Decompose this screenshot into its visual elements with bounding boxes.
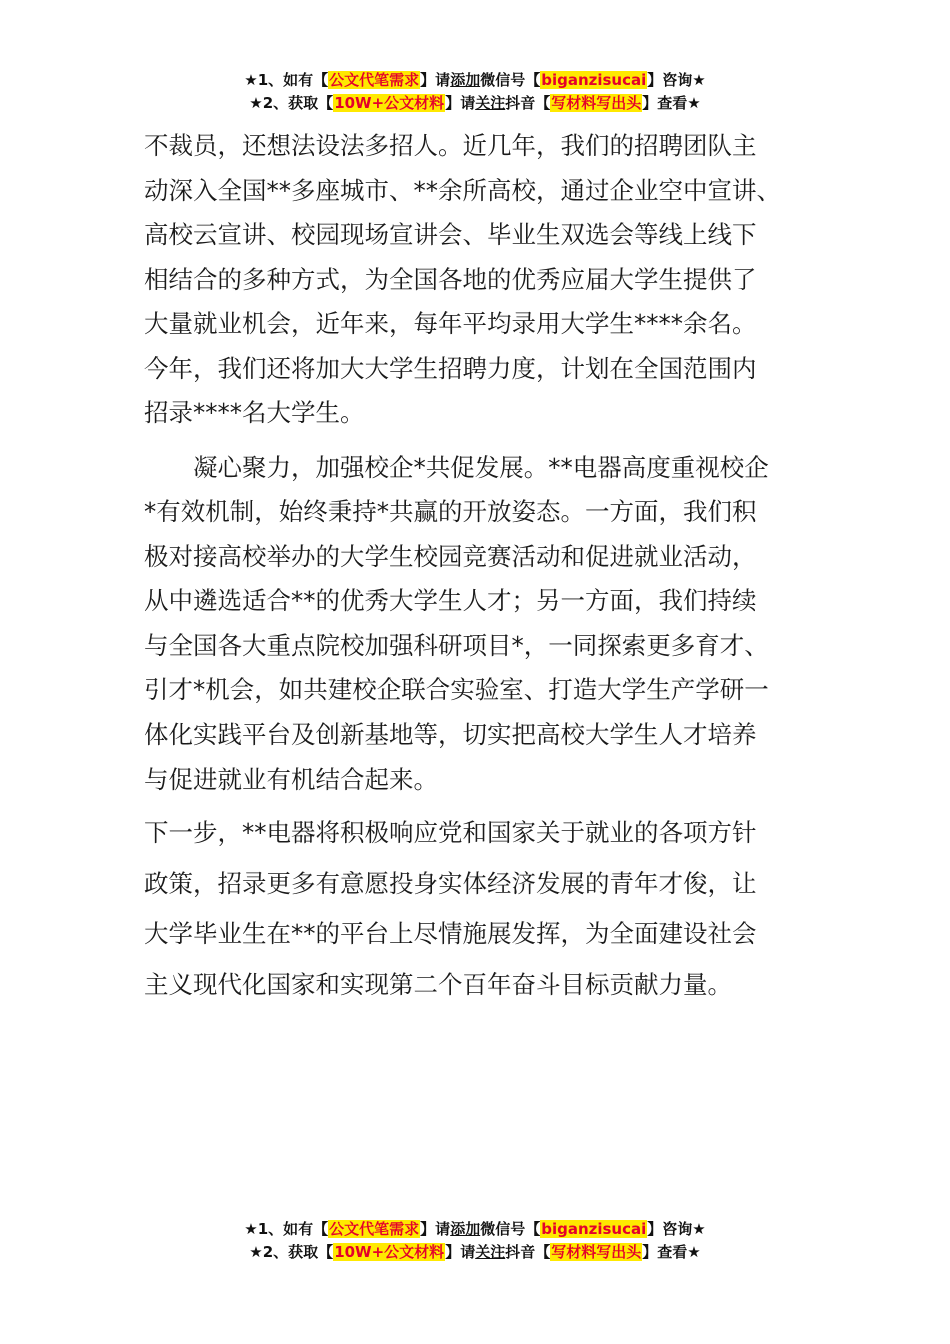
paragraph-1	[144, 124, 844, 436]
banner-text: 】请	[420, 71, 451, 89]
banner-text: ★1、如有【	[244, 1220, 329, 1238]
banner-text: 】查看★	[642, 1243, 701, 1261]
banner-douyin-name: 写材料写出头	[551, 94, 642, 112]
text-line: 凝心聚力，加强校企*共促发展。**电器高度重视校企	[193, 452, 769, 482]
text-line: 引才*机会，如共建校企联合实验室、打造大学生产学研一	[144, 675, 769, 705]
text-line: 大量就业机会，近年来，每年平均录用大学生****余名。	[144, 309, 757, 338]
banner-underlined-text: 添加	[450, 71, 481, 89]
banner-highlight: 公文代笔需求	[329, 1220, 420, 1238]
banner-wechat-id: biganzisucai	[541, 1220, 647, 1238]
header-banner	[0, 69, 950, 115]
banner-text: 】请	[445, 1243, 476, 1261]
banner-text: 抖音【	[505, 94, 551, 112]
footer-banner-line-2	[0, 1241, 950, 1264]
text-line: 今年，我们还将加大大学生招聘力度，计划在全国范围内	[144, 353, 757, 383]
banner-text: ★1、如有【	[244, 71, 329, 89]
header-banner-line-1	[0, 69, 950, 92]
document-body	[144, 124, 844, 1010]
text-line: 从中遴选适合**的优秀大学生人才；另一方面，我们持续	[144, 586, 757, 616]
text-line: 相结合的多种方式，为全国各地的优秀应届大学生提供了	[144, 264, 757, 294]
banner-highlight: 10W+公文材料	[334, 94, 445, 112]
banner-highlight: 公文代笔需求	[329, 71, 420, 89]
text-line: *有效机制，始终秉持*共赢的开放姿态。一方面，我们积	[144, 497, 757, 527]
banner-text: 抖音【	[505, 1243, 551, 1261]
text-line: 体化实践平台及创新基地等，切实把高校大学生人才培养	[144, 720, 757, 750]
text-line: 招录****名大学生。	[144, 398, 365, 427]
banner-text: 微信号【	[480, 1220, 541, 1238]
banner-underlined-text: 关注	[475, 1243, 506, 1261]
banner-underlined-text: 关注	[475, 94, 506, 112]
text-line: 与全国各大重点院校加强科研项目*，一同探索更多育才、	[144, 630, 769, 660]
paragraph-2	[144, 446, 844, 803]
banner-text: 】请	[445, 94, 476, 112]
banner-text: ★2、获取【	[249, 94, 334, 112]
text-line: 与促进就业有机结合起来。	[144, 764, 438, 794]
text-line: 大学毕业生在**的平台上尽情施展发挥，为全面建设社会	[144, 919, 757, 949]
banner-douyin-name: 写材料写出头	[551, 1243, 642, 1261]
banner-text: 】咨询★	[647, 71, 706, 89]
text-line: 不裁员，还想法设法多招人。近几年，我们的招聘团队主	[144, 131, 757, 160]
text-line: 极对接高校举办的大学生校园竞赛活动和促进就业活动，	[144, 541, 757, 571]
banner-underlined-text: 添加	[450, 1220, 481, 1238]
banner-text: 】查看★	[642, 94, 701, 112]
banner-highlight: 10W+公文材料	[334, 1243, 445, 1261]
footer-banner	[0, 1218, 950, 1264]
banner-text: 】咨询★	[647, 1220, 706, 1238]
text-line: 下一步，**电器将积极响应党和国家关于就业的各项方针	[144, 818, 757, 848]
text-line: 高校云宣讲、校园现场宣讲会、毕业生双选会等线上线下	[144, 220, 757, 249]
banner-text: 】请	[420, 1220, 451, 1238]
text-line: 动深入全国**多座城市、**余所高校，通过企业空中宣讲、	[144, 175, 781, 205]
paragraph-3	[144, 808, 844, 1010]
footer-banner-line-1	[0, 1218, 950, 1241]
banner-text: ★2、获取【	[249, 1243, 334, 1261]
banner-wechat-id: biganzisucai	[541, 71, 647, 89]
banner-text: 微信号【	[480, 71, 541, 89]
text-line: 主义现代化国家和实现第二个百年奋斗目标贡献力量。	[144, 969, 732, 999]
text-line: 政策，招录更多有意愿投身实体经济发展的青年才俊，让	[144, 868, 757, 898]
header-banner-line-2	[0, 92, 950, 115]
